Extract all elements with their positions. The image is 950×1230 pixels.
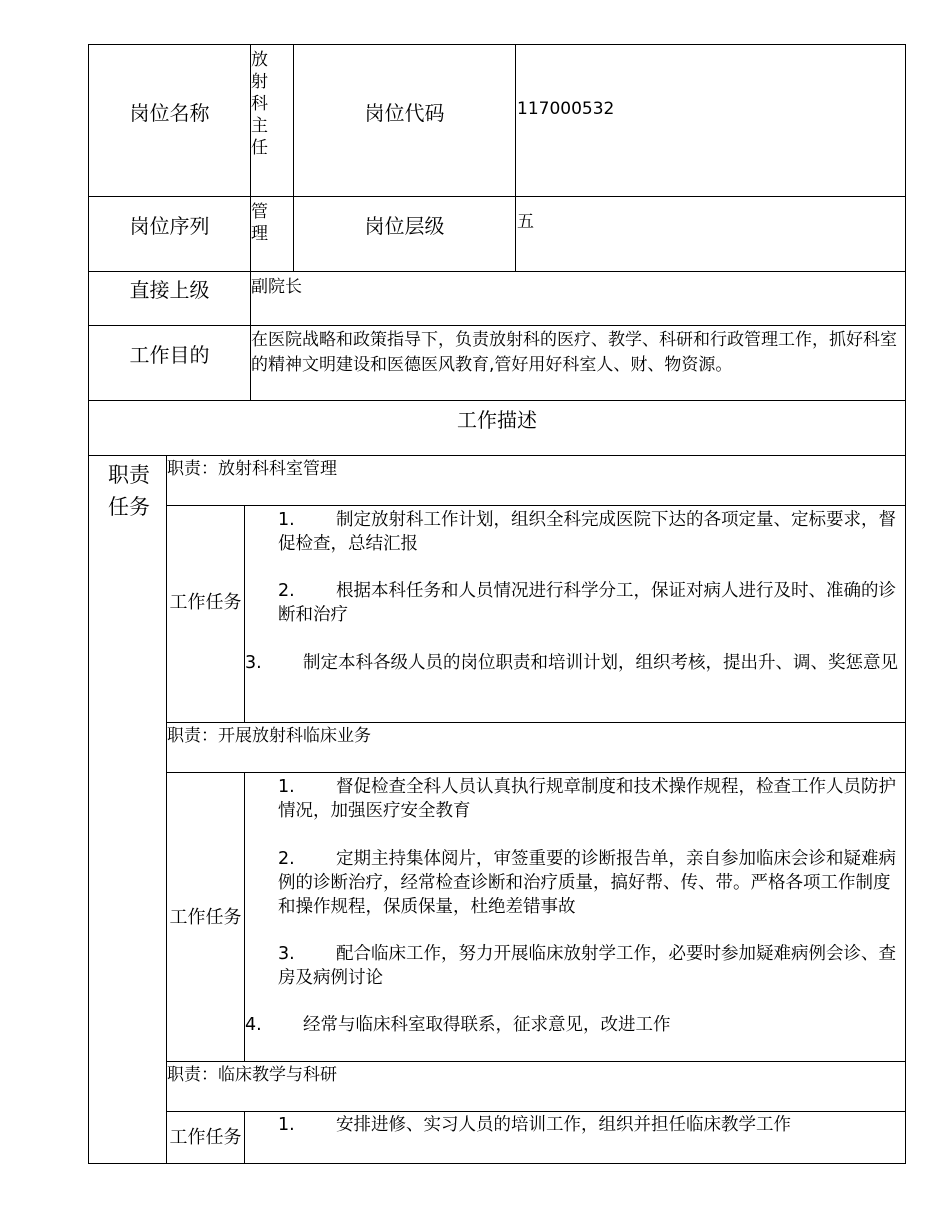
post-name-label: 岗位名称 <box>129 100 210 125</box>
duty-title: 职责：临床教学与科研 <box>167 1065 337 1085</box>
superior-value: 副院长 <box>251 277 302 297</box>
purpose-label: 工作目的 <box>129 342 210 367</box>
task-item: 1. 制定放射科工作计划，组织全科完成医院下达的各项定量、定标要求，督促检查，总结汇报 <box>278 510 896 554</box>
task-item: 1. 安排进修、实习人员的培训工作，组织并担任临床教学工作 <box>278 1115 791 1135</box>
task-item: 3. 制定本科各级人员的岗位职责和培训计划，组织考核，提出升、调、奖惩意见 <box>245 653 898 673</box>
task-label: 工作任务 <box>169 907 242 928</box>
duty-title: 职责：放射科科室管理 <box>167 459 337 479</box>
task-item: 2. 根据本科任务和人员情况进行科学分工，保证对病人进行及时、准确的诊断和治疗 <box>278 581 896 625</box>
task-label: 工作任务 <box>169 1127 242 1148</box>
duty-title: 职责：开展放射科临床业务 <box>167 726 371 746</box>
post-series-label: 岗位序列 <box>129 213 210 238</box>
post-level-label: 岗位层级 <box>364 213 445 238</box>
superior-label: 直接上级 <box>129 277 210 302</box>
job-description-table <box>88 44 906 1164</box>
task-item: 4. 经常与临床科室取得联系，征求意见，改进工作 <box>245 1015 671 1035</box>
purpose-value: 在医院战略和政策指导下，负责放射科的医疗、教学、科研和行政管理工作，抓好科室的精神文明建设和医德医风教育,管好用好科室人、财、物资源。 <box>251 330 897 375</box>
post-series-value: 管理 <box>251 202 268 244</box>
post-code-value: 117000532 <box>517 99 615 119</box>
post-name-value: 放射科主任 <box>251 50 268 158</box>
duties-label: 职责任务 <box>108 463 150 519</box>
task-item: 3. 配合临床工作，努力开展临床放射学工作，必要时参加疑难病例会诊、查房及病例讨论 <box>278 944 896 988</box>
task-item: 1. 督促检查全科人员认真执行规章制度和技术操作规程，检查工作人员防护情况，加强医疗安全教育 <box>278 777 896 821</box>
task-item: 2. 定期主持集体阅片，审签重要的诊断报告单，亲自参加临床会诊和疑难病例的诊断治疗，经常检查诊断和治疗质量，搞好帮、传、带。严格各项工作制度和操作规程，保质保量，杜绝差错事故 <box>278 849 896 917</box>
post-level-value: 五 <box>517 212 534 232</box>
task-label: 工作任务 <box>169 592 242 613</box>
description-title: 工作描述 <box>457 407 537 432</box>
post-code-label: 岗位代码 <box>364 100 445 125</box>
